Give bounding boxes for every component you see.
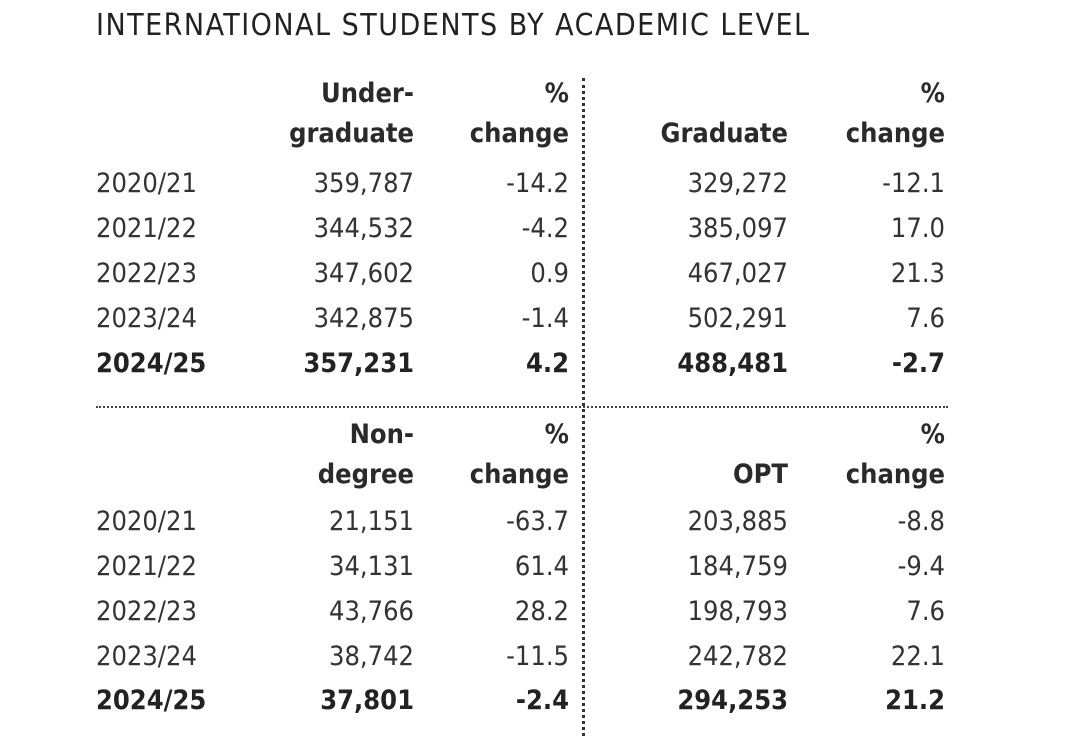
year-label: 2022/23 <box>96 596 197 627</box>
nondegree-value-latest: 37,801 <box>320 685 414 716</box>
opt-value: 198,793 <box>687 596 788 627</box>
undergraduate-value: 342,875 <box>313 303 414 334</box>
nondegree-change: 61.4 <box>514 551 569 582</box>
nondegree-change: -11.5 <box>506 641 569 672</box>
undergraduate-change: 0.9 <box>530 258 569 289</box>
graduate-value: 385,097 <box>687 213 788 244</box>
page-title: INTERNATIONAL STUDENTS BY ACADEMIC LEVEL <box>96 8 811 43</box>
opt-change: -9.4 <box>897 551 945 582</box>
year-label: 2022/23 <box>96 258 197 289</box>
graduate-change-latest: -2.7 <box>891 348 945 379</box>
opt-value: 242,782 <box>687 641 788 672</box>
year-label: 2020/21 <box>96 168 197 199</box>
opt-value-latest: 294,253 <box>677 685 788 716</box>
year-label: 2020/21 <box>96 506 197 537</box>
nondegree-change: 28.2 <box>514 596 569 627</box>
graduate-change: 7.6 <box>906 303 945 334</box>
header-g-change: change <box>845 118 945 149</box>
header-undergraduate-line1: Under- <box>321 78 414 109</box>
header-nd-percent: % <box>544 419 569 450</box>
header-opt-change: change <box>845 459 945 490</box>
graduate-change: 21.3 <box>890 258 945 289</box>
nondegree-value: 21,151 <box>329 506 414 537</box>
undergraduate-change-latest: 4.2 <box>525 348 569 379</box>
undergraduate-change: -14.2 <box>506 168 569 199</box>
graduate-value: 329,272 <box>687 168 788 199</box>
undergraduate-value: 359,787 <box>313 168 414 199</box>
year-label: 2021/22 <box>96 213 197 244</box>
undergraduate-change: -4.2 <box>521 213 569 244</box>
header-opt: OPT <box>732 459 788 490</box>
nondegree-change: -63.7 <box>506 506 569 537</box>
header-undergraduate-line2: graduate <box>289 118 414 149</box>
nondegree-change-latest: -2.4 <box>515 685 569 716</box>
header-g-percent: % <box>920 78 945 109</box>
opt-change: 22.1 <box>890 641 945 672</box>
graduate-value-latest: 488,481 <box>677 348 788 379</box>
header-nd-change: change <box>469 459 569 490</box>
undergraduate-value: 347,602 <box>313 258 414 289</box>
graduate-change: -12.1 <box>882 168 945 199</box>
opt-value: 184,759 <box>687 551 788 582</box>
graduate-value: 467,027 <box>687 258 788 289</box>
nondegree-value: 34,131 <box>329 551 414 582</box>
header-graduate: Graduate <box>660 118 788 149</box>
header-ug-change: change <box>469 118 569 149</box>
header-ug-percent: % <box>544 78 569 109</box>
undergraduate-value-latest: 357,231 <box>303 348 414 379</box>
year-label-latest: 2024/25 <box>96 685 207 716</box>
header-opt-percent: % <box>920 419 945 450</box>
undergraduate-change: -1.4 <box>521 303 569 334</box>
header-nondegree-line2: degree <box>317 459 414 490</box>
nondegree-value: 43,766 <box>329 596 414 627</box>
opt-change: -8.8 <box>897 506 945 537</box>
nondegree-value: 38,742 <box>329 641 414 672</box>
undergraduate-value: 344,532 <box>313 213 414 244</box>
opt-value: 203,885 <box>687 506 788 537</box>
year-label: 2023/24 <box>96 303 197 334</box>
graduate-change: 17.0 <box>890 213 945 244</box>
opt-change: 7.6 <box>906 596 945 627</box>
header-nondegree-line1: Non- <box>349 419 414 450</box>
year-label-latest: 2024/25 <box>96 348 207 379</box>
opt-change-latest: 21.2 <box>885 685 945 716</box>
horizontal-divider <box>96 406 948 408</box>
graduate-value: 502,291 <box>687 303 788 334</box>
year-label: 2023/24 <box>96 641 197 672</box>
year-label: 2021/22 <box>96 551 197 582</box>
